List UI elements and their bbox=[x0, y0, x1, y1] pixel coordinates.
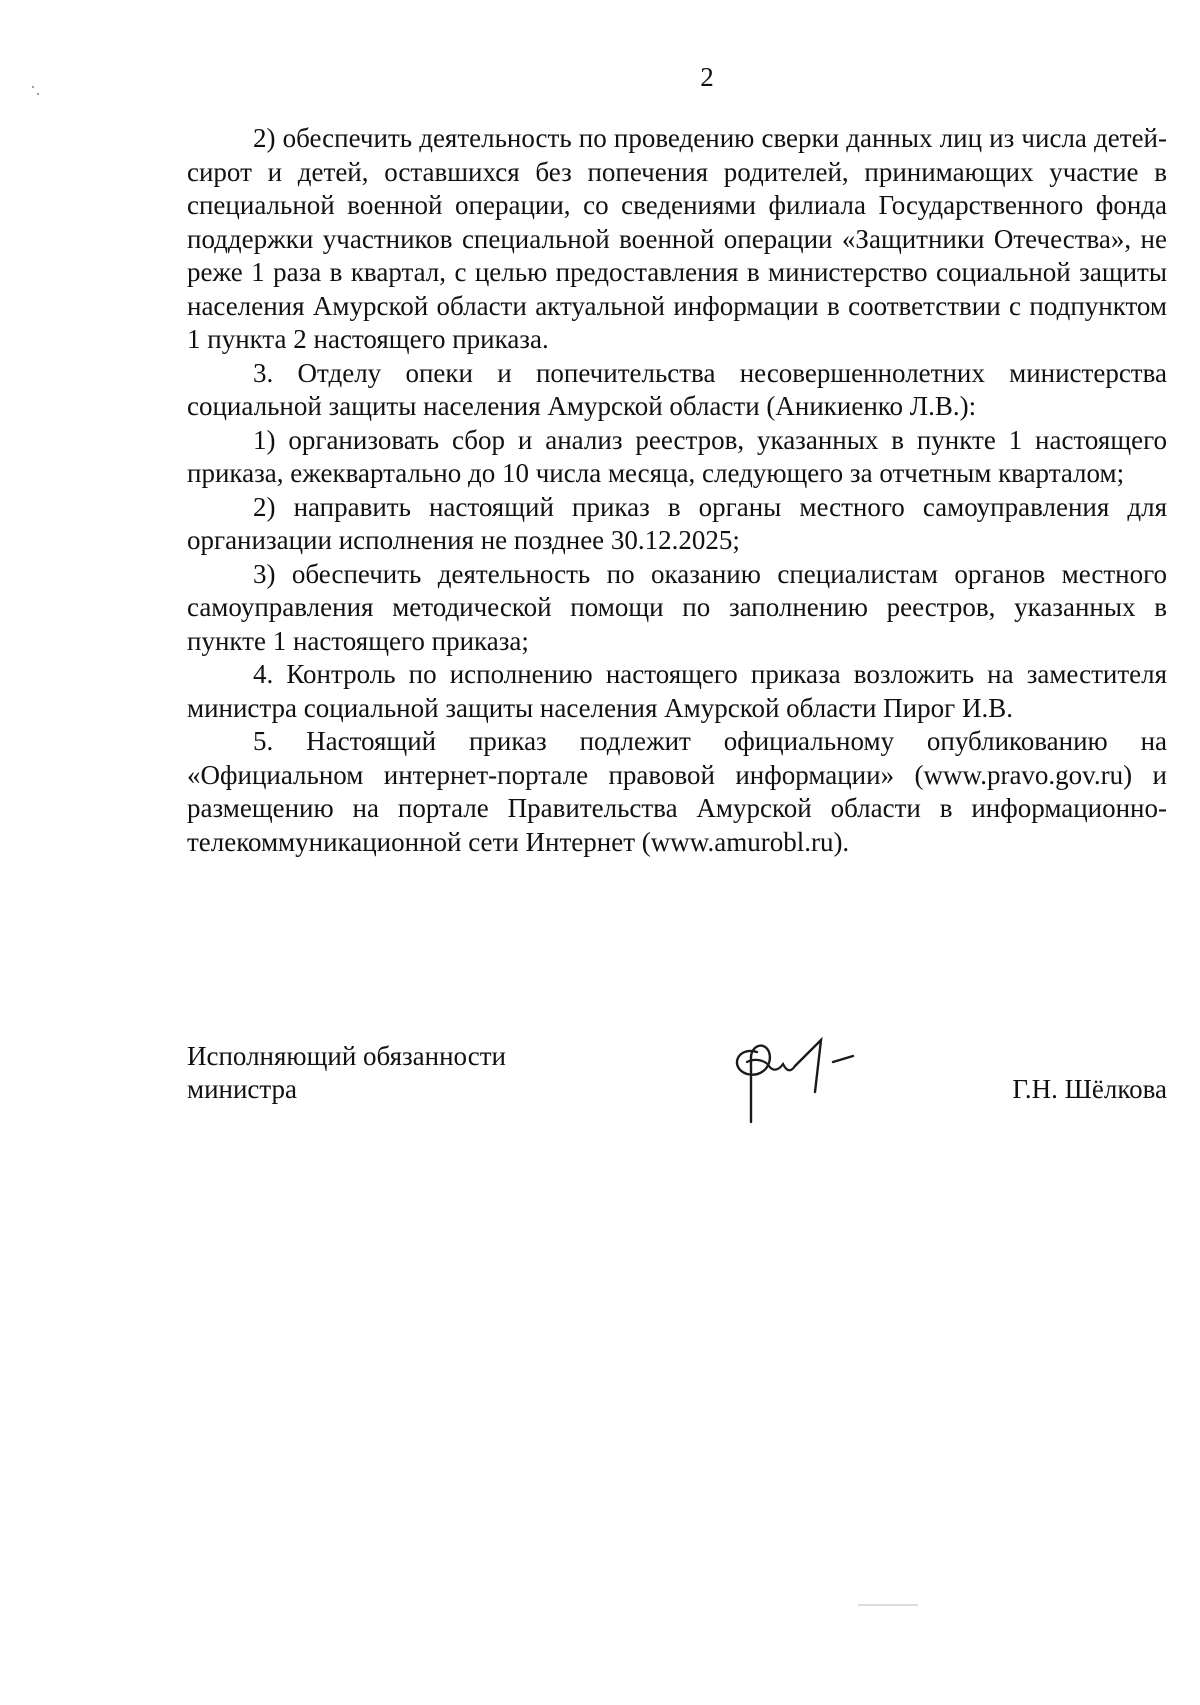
signature-block bbox=[187, 1040, 1167, 1130]
paragraph-3-1: 1) организовать сбор и анализ реестров, указанных в пункте 1 настоящего приказа, ежеквартально до 10 числа месяца, следующего за отчетным кварталом; bbox=[187, 424, 1167, 488]
paragraph-4: 4. Контроль по исполнению настоящего приказа возложить на заместителя министра социальной защиты населения Амурской области Пирог И.В. bbox=[187, 659, 1167, 723]
paragraph-3: 3. Отделу опеки и попечительства несовершеннолетних министерства социальной защиты населения Амурской области (Аникиенко Л.В.): bbox=[187, 357, 1167, 421]
signatory-title bbox=[187, 1040, 567, 1106]
paragraph-5: 5. Настоящий приказ подлежит официальному опубликованию на «Официальном интернет-портале правовой информации» (www.pravo.gov.ru) и размещению на портале Правительства Амурской области в информационно-телекоммуникационной сети Интернет (www.amurobl.ru). bbox=[187, 726, 1167, 857]
document-body bbox=[187, 122, 1167, 859]
signatory-title-line1: Исполняющий обязанности bbox=[187, 1041, 506, 1071]
scan-artifact bbox=[858, 1603, 918, 1607]
paragraph-3-2: 2) направить настоящий приказ в органы местного самоуправления для организации исполнения не позднее 30.12.2025; bbox=[187, 491, 1167, 555]
signatory-title-line2: министра bbox=[187, 1074, 298, 1104]
handwritten-signature bbox=[717, 1022, 877, 1132]
signatory-name: Г.Н. Шёлкова bbox=[1012, 1074, 1167, 1104]
paragraph-3-3: 3) обеспечить деятельность по оказанию специалистам органов местного самоуправления методической помощи по заполнению реестров, указанных в пункте 1 настоящего приказа; bbox=[187, 558, 1167, 656]
paragraph-2-2: 2) обеспечить деятельность по проведению сверки данных лиц из числа детей-сирот и детей, оставшихся без попечения родителей, принимающих участие в специальной военной операции, со сведениями филиала Государственного фонда поддержки участников специальной военной операции «Защитники Отечества», не реже 1 раза в квартал, с целью предоставления в министерство социальной защиты населения Амурской области актуальной информации в соответствии с подпунктом 1 пункта 2 настоящего приказа. bbox=[187, 123, 1167, 354]
scan-speck bbox=[30, 85, 44, 105]
page-number: 2 bbox=[700, 62, 714, 92]
